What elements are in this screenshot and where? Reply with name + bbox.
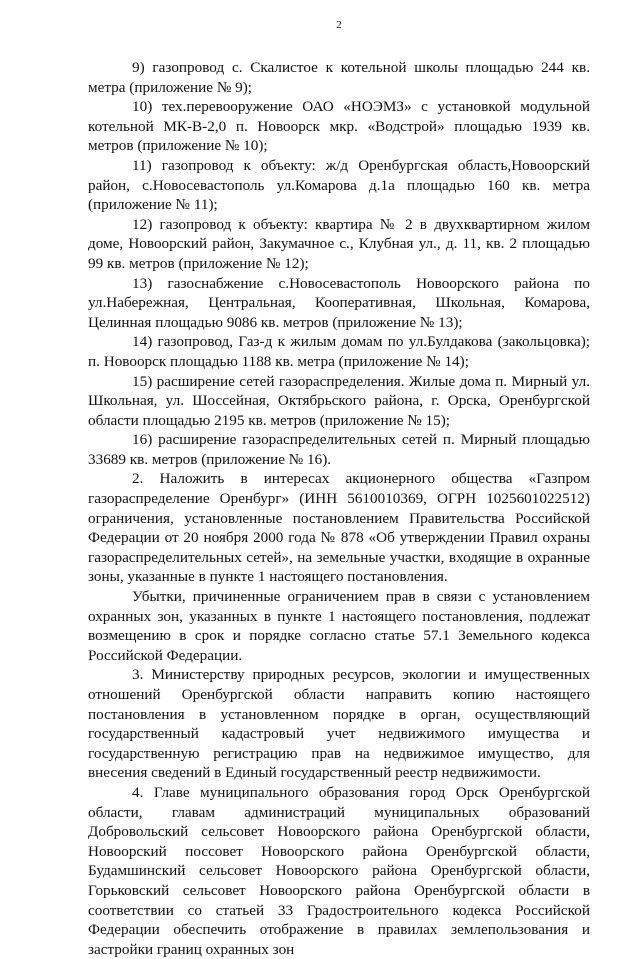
paragraph-item-9: 9) газопровод с. Скалистое к котельной школы площадью 244 кв. метра (приложение № 9); <box>88 59 590 96</box>
paragraph-section-3: 3. Министерству природных ресурсов, экологии и имущественных отношений Оренбургской области направить копию настоящего постановления в установленном порядке в орган, осуществляющий государственный кадастровый учет недвижимого имущества и государственную регистрацию прав на недвижимое имущество, для внесения сведений в Единый государственный реестр недвижимости. <box>88 666 590 782</box>
paragraph-item-13: 13) газоснабжение с.Новосевастополь Новоорского района по ул.Набережная, Центральная, Кооперативная, Школьная, Комарова, Целинная площадью 9086 кв. метров (приложение № 13); <box>88 274 590 331</box>
paragraph-damages: Убытки, причиненные ограничением прав в связи с установлением охранных зон, указанных в пункте 1 настоящего постановления, подлежат возмещению в срок и порядке согласно статье 57.1 Земельного кодекса Российской Федерации. <box>88 588 590 664</box>
paragraph-item-11: 11) газопровод к объекту: ж/д Оренбургская область,Новоорский район, с.Новосевастополь ул.Комарова д.1а площадью 160 кв. метра (приложение № 11); <box>88 156 590 214</box>
page-number: 2 <box>336 19 342 31</box>
paragraph-item-16: 16) расширение газораспределительных сетей п. Мирный площадью 33689 кв. метров (приложение № 16). <box>88 431 590 468</box>
paragraph-section-4: 4. Главе муниципального образования город Орск Оренбургской области, главам администраций муниципальных образований Добровольский сельсовет Новоорского района Оренбургской области, Новоорский поссовет Новоорского района Оренбургской области, Будамшинский сельсовет Новоорского района Оренбургской области, Горьковский сельсовет Новоорского района Оренбургской области в соответствии со статьей 33 Градостроительного кодекса Российской Федерации обеспечить отображение в правилах землепользования и застройки границ охранных зон <box>88 783 590 958</box>
paragraph-item-15: 15) расширение сетей газораспределения. Жилые дома п. Мирный ул. Школьная, ул. Шоссейная, Октябрьского района, г. Орска, Оренбургской области площадью 2195 кв. метров (приложение № 15); <box>88 372 590 429</box>
paragraph-item-10: 10) тех.перевооружение ОАО «НОЭМЗ» с установкой модульной котельной МК-В-2,0 п. Новоорск мкр. «Водстрой» площадью 1939 кв. метров (приложение № 10); <box>88 98 590 155</box>
paragraph-section-2: 2. Наложить в интересах акционерного общества «Газпром газораспределение Оренбург» (ИНН 5610010369, ОГРН 1025601022512) ограничения, установленные постановлением Правительства Российской Федерации от 20 ноября 2000 года № 878 «Об утверждении Правил охраны газораспределительных сетей», на земельные участки, входящие в охранные зоны, указанные в пункте 1 настоящего постановления. <box>88 470 590 586</box>
paragraph-item-14: 14) газопровод, Газ-д к жилым домам по ул.Булдакова (закольцовка); п. Новоорск площадью 1188 кв. метра (приложение № 14); <box>88 333 590 370</box>
paragraph-item-12: 12) газопровод к объекту: квартира № 2 в двухквартирном жилом доме, Новоорский район, Закумачное с., Клубная ул., д. 11, кв. 2 площадью 99 кв. метров (приложение № 12); <box>88 215 590 272</box>
